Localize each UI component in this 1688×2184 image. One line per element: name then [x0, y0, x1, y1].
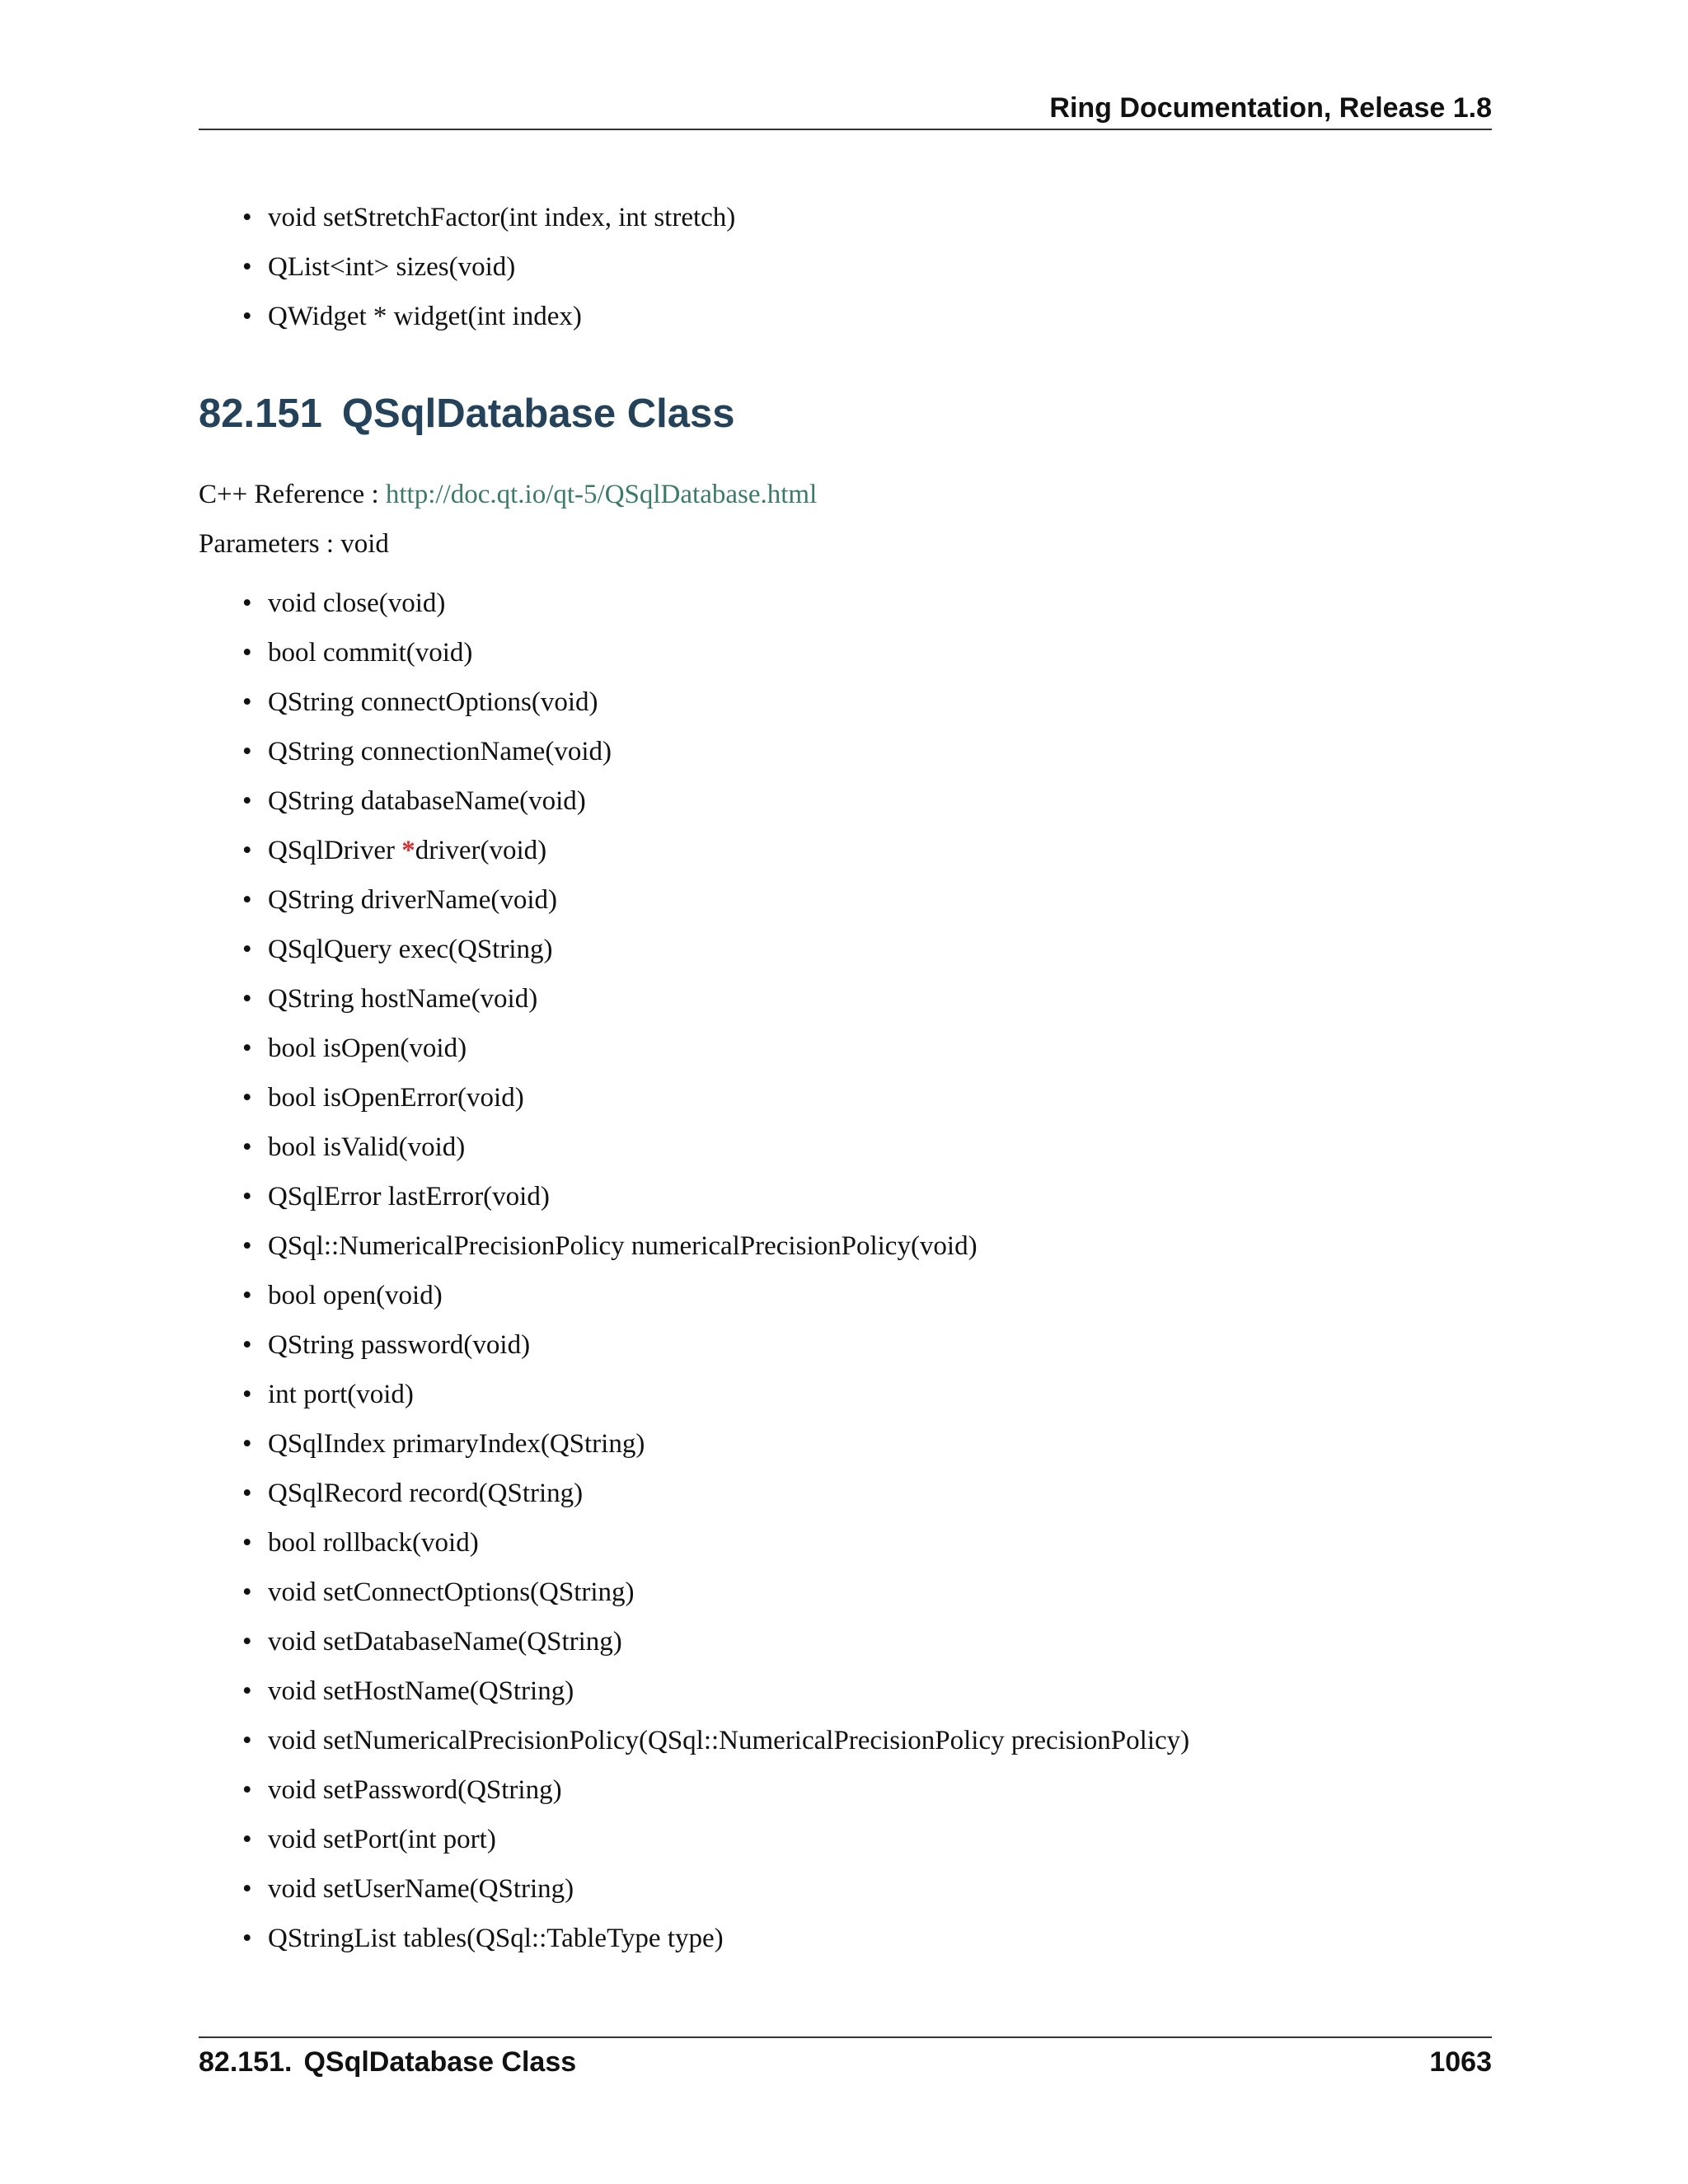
- section-heading: [199, 391, 734, 437]
- list-item: • bool isOpenError(void): [242, 1073, 1189, 1122]
- cpp-reference-label: C++ Reference :: [199, 480, 386, 509]
- list-item: • QString connectionName(void): [242, 727, 1189, 776]
- list-item: • QString driverName(void): [242, 875, 1189, 925]
- list-item: • QList<int> sizes(void): [242, 242, 735, 292]
- list-item: • void setUserName(QString): [242, 1864, 1189, 1914]
- list-item: • QString databaseName(void): [242, 776, 1189, 826]
- list-item: • QStringList tables(QSql::TableType type): [242, 1914, 1189, 1963]
- list-item: • void setHostName(QString): [242, 1666, 1189, 1716]
- method-list: [242, 579, 1189, 1963]
- footer-section-number: 82.151.: [199, 2046, 293, 2078]
- list-item: • QString hostName(void): [242, 974, 1189, 1024]
- section-title: QSqlDatabase Class: [341, 391, 735, 436]
- page-header: [199, 89, 1492, 130]
- parameters-line: Parameters : void: [199, 529, 389, 559]
- footer-section: [199, 2046, 576, 2079]
- list-item: • QSqlError lastError(void): [242, 1172, 1189, 1221]
- list-item: • QString password(void): [242, 1320, 1189, 1370]
- previous-method-list: [242, 193, 735, 341]
- list-item: • void close(void): [242, 579, 1189, 628]
- list-item: • QString connectOptions(void): [242, 677, 1189, 727]
- list-item: • QSqlIndex primaryIndex(QString): [242, 1419, 1189, 1469]
- list-item: • void setNumericalPrecisionPolicy(QSql::NumericalPrecisionPolicy precisionPolicy): [242, 1716, 1189, 1765]
- driver-prefix: QSqlDriver: [268, 836, 402, 865]
- list-item: • bool commit(void): [242, 628, 1189, 677]
- list-item: • void setPassword(QString): [242, 1765, 1189, 1815]
- list-item: • void setStretchFactor(int index, int stretch): [242, 193, 735, 242]
- page-number: 1063: [1429, 2046, 1492, 2078]
- list-item: • bool isOpen(void): [242, 1024, 1189, 1073]
- asterisk-mark: *: [401, 836, 415, 865]
- page-footer: [199, 2036, 1492, 2088]
- list-item: • void setConnectOptions(QString): [242, 1568, 1189, 1617]
- cpp-reference-link[interactable]: http://doc.qt.io/qt-5/QSqlDatabase.html: [385, 480, 818, 509]
- list-item-driver: [242, 826, 1189, 875]
- footer-section-title: QSqlDatabase Class: [303, 2046, 577, 2078]
- list-item: • QWidget * widget(int index): [242, 292, 735, 341]
- list-item: • bool isValid(void): [242, 1122, 1189, 1172]
- cpp-reference-line: [199, 480, 817, 510]
- list-item: • QSqlQuery exec(QString): [242, 925, 1189, 974]
- document-title: Ring Documentation, Release 1.8: [1049, 92, 1492, 124]
- section-number: 82.151: [199, 391, 322, 436]
- list-item: • bool rollback(void): [242, 1518, 1189, 1568]
- list-item: • void setDatabaseName(QString): [242, 1617, 1189, 1666]
- list-item: • QSqlRecord record(QString): [242, 1469, 1189, 1518]
- list-item: • QSql::NumericalPrecisionPolicy numericalPrecisionPolicy(void): [242, 1221, 1189, 1271]
- list-item: • bool open(void): [242, 1271, 1189, 1320]
- list-item: • void setPort(int port): [242, 1815, 1189, 1864]
- list-item: • int port(void): [242, 1370, 1189, 1419]
- driver-suffix: driver(void): [415, 836, 547, 865]
